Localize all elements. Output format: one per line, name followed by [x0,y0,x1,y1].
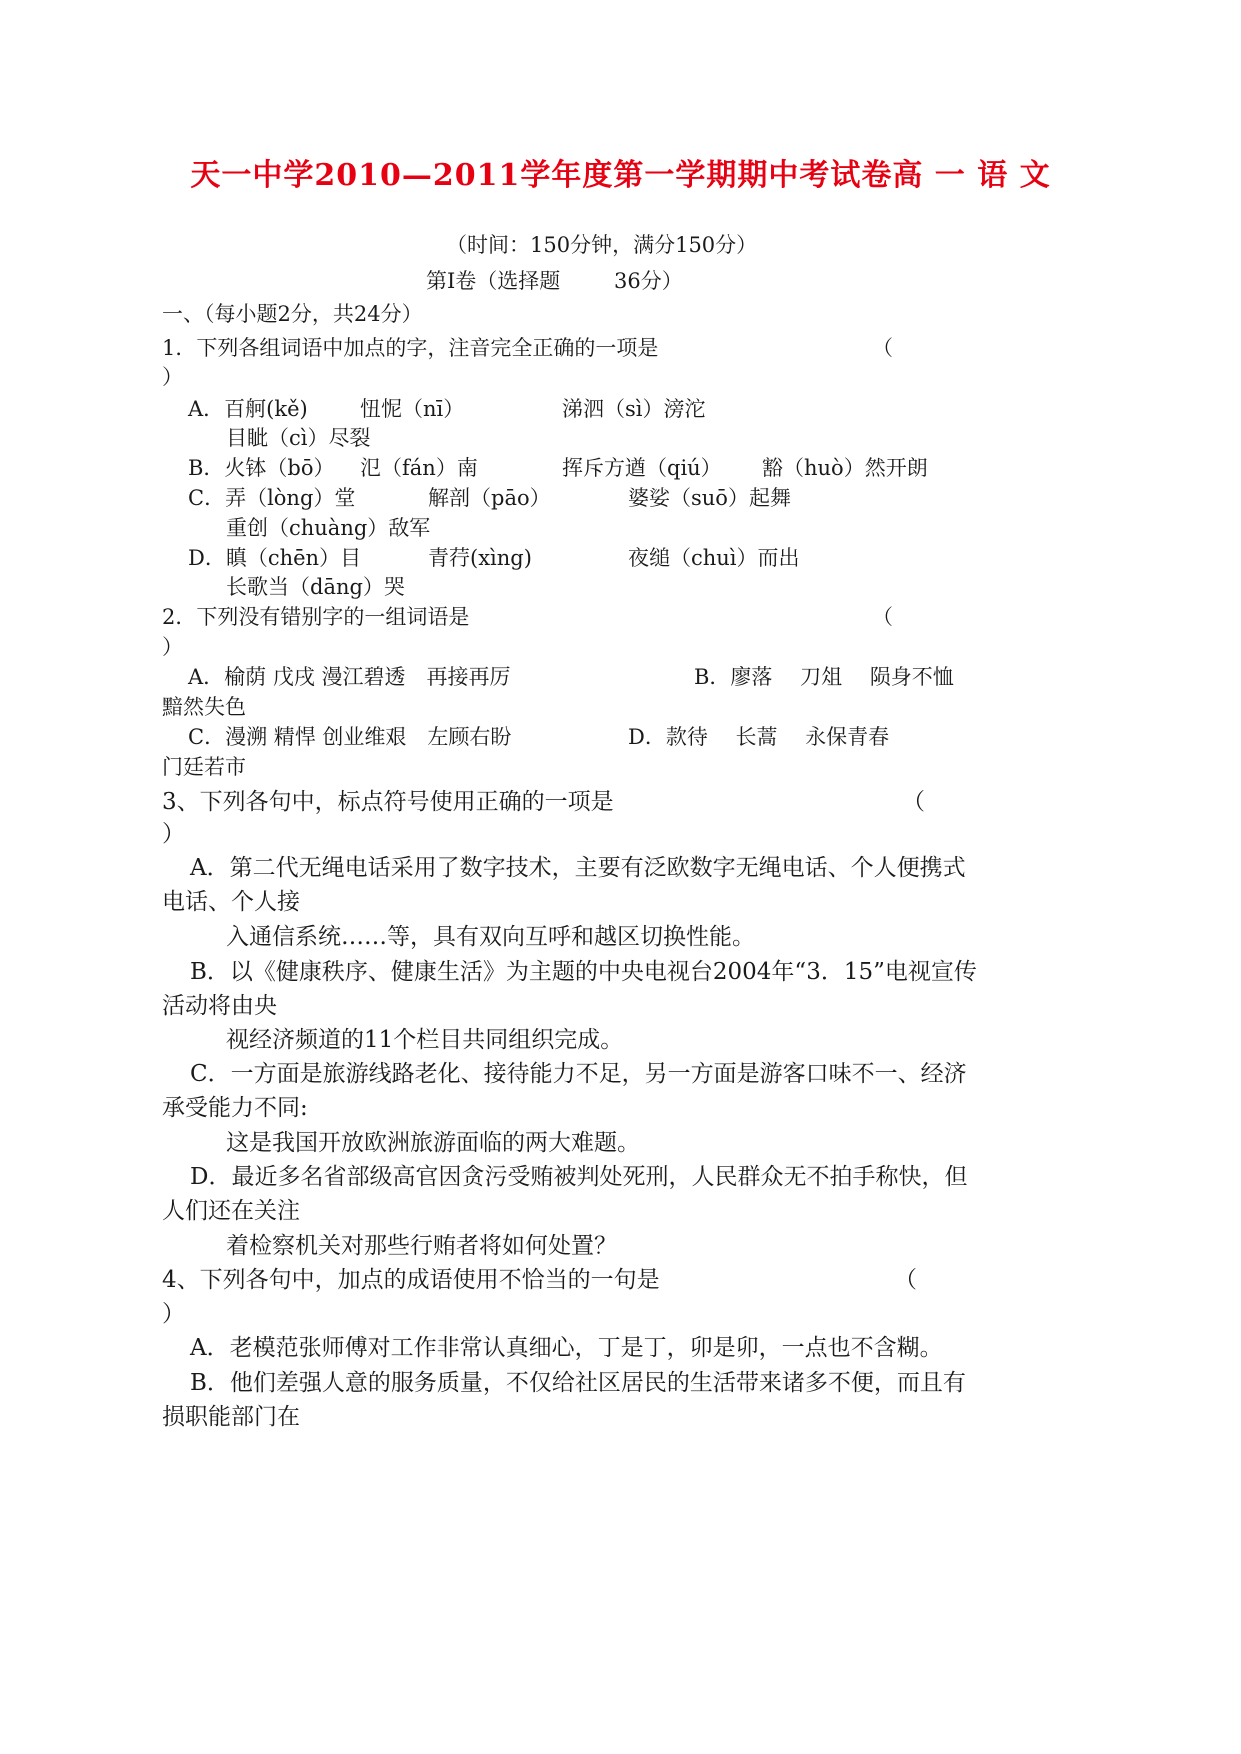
q1-a-2: 忸怩（nī） [360,397,465,421]
volume-label: 第Ⅰ卷（选择题 [426,269,561,293]
time-info: （时间：150分钟，满分150分） [446,233,758,257]
q1-paren-open: （ [872,336,893,360]
q3-option-c-line3: 这是我国开放欧洲旅游面临的两大难题。 [226,1130,640,1156]
q1-d-2: 青荇(xìng) [428,546,532,570]
q2-paren-open: （ [872,605,893,629]
volume-score: 36分） [614,269,683,293]
q3-option-d-line2: 人们还在关注 [162,1198,300,1224]
q3-option-a-line1: A．第二代无绳电话采用了数字技术，主要有泛欧数字无绳电话、个人便携式 [190,855,966,881]
q2-paren-close: ） [162,635,183,659]
q1-c-1: C．弄（lòng）堂 [188,486,356,510]
q4-option-a: A．老模范张师傅对工作非常认真细心，丁是丁，卯是卯，一点也不含糊。 [190,1335,943,1361]
q1-c-4: 重创（chuàng）敌军 [226,516,431,540]
q3-option-a-line2: 电话、个人接 [162,889,300,915]
q1-b-4: 豁（huò）然开朗 [762,456,928,480]
q4-stem: 4、下列各句中，加点的成语使用不恰当的一句是 [162,1267,660,1293]
q2-option-a: A．榆荫 戊戌 漫江碧透 再接再厉 [188,665,511,689]
q3-option-b-line2: 活动将由央 [162,993,277,1019]
q1-c-2: 解剖（pāo） [428,486,551,510]
q3-option-c-line2: 承受能力不同: [162,1095,308,1121]
q1-a-3: 涕泗（sì）滂沱 [562,397,706,421]
q1-d-1: D．瞋（chēn）目 [188,546,362,570]
q1-a-4: 目眦（cì）尽裂 [226,426,371,450]
q3-option-d-line1: D．最近多名省部级高官因贪污受贿被判处死刑，人民群众无不拍手称快，但 [190,1164,968,1190]
q1-stem: 1．下列各组词语中加点的字，注音完全正确的一项是 [162,336,659,360]
exam-title: 天一中学2010—2011学年度第一学期期中考试卷高 一 语 文 [190,158,1051,193]
section-heading: 一、（每小题2分，共24分） [162,302,423,326]
q1-b-3: 挥斥方遒（qiú） [562,456,722,480]
q3-option-d-line3: 着检察机关对那些行贿者将如何处置？ [226,1233,617,1259]
q3-paren-close: ） [162,821,185,847]
q1-paren-close: ） [162,365,183,389]
q2-option-b-cont: 黯然失色 [162,695,246,719]
q2-option-d: D．款待 长蒿 永保青春 [628,725,890,749]
q3-option-c-line1: C．一方面是旅游线路老化、接待能力不足，另一方面是游客口味不一、经济 [190,1061,967,1087]
q1-c-3: 婆娑（suō）起舞 [628,486,791,510]
q1-d-4: 长歌当（dāng）哭 [226,575,405,599]
q2-option-c: C．漫溯 精悍 创业维艰 左顾右盼 [188,725,512,749]
q4-paren-open: （ [894,1267,917,1293]
q3-option-b-line1: B．以《健康秩序、健康生活》为主题的中央电视台2004年“3．15”电视宣传 [190,959,977,985]
q1-a-1: A．百舸(kě) [188,397,308,421]
q3-stem: 3、下列各句中，标点符号使用正确的一项是 [162,789,614,815]
q1-b-1: B．火钵（bō） [188,456,335,480]
q1-d-3: 夜缒（chuì）而出 [628,546,800,570]
q3-option-a-line3: 入通信系统……等，具有双向互呼和越区切换性能。 [226,924,755,950]
q4-option-b-line2: 损职能部门在 [162,1404,300,1430]
q4-option-b-line1: B．他们差强人意的服务质量，不仅给社区居民的生活带来诸多不便，而且有 [190,1370,966,1396]
q3-option-b-line3: 视经济频道的11个栏目共同组织完成。 [226,1027,624,1053]
q2-stem: 2．下列没有错别字的一组词语是 [162,605,470,629]
q3-paren-open: （ [902,789,925,815]
q2-option-b: B．廖落 刀俎 陨身不恤 [694,665,954,689]
q2-option-d-cont: 门廷若市 [162,755,246,779]
q4-paren-close: ） [162,1301,185,1327]
q1-b-2: 氾（fán）南 [360,456,478,480]
